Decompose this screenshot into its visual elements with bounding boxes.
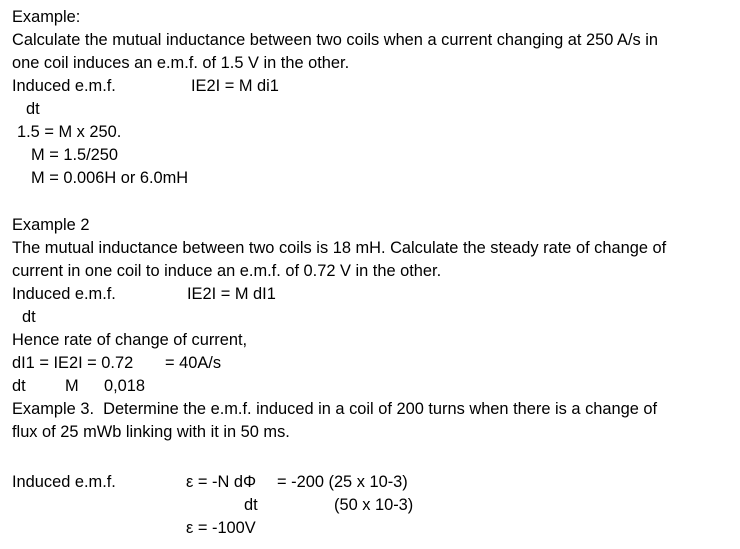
example2-formula-denominator: dt xyxy=(22,308,36,326)
example1-step3: M = 0.006H or 6.0mH xyxy=(31,169,189,187)
example1-induced-label: Induced e.m.f. xyxy=(12,77,116,95)
example2-calc-numerator: dI1 = IE2I = 0.72 xyxy=(12,354,134,372)
example3-formula-den-value: (50 x 10-3) xyxy=(334,496,414,514)
example2-problem-line1: The mutual inductance between two coils is 18 mH. Calculate the steady rate of change of xyxy=(12,239,667,257)
example2-induced-label: Induced e.m.f. xyxy=(12,285,116,303)
example2-problem-line2: current in one coil to induce an e.m.f. of 0.72 V in the other. xyxy=(12,262,442,280)
example3-formula-sub: = -200 (25 x 10-3) xyxy=(277,473,408,491)
example3-formula-den-dt: dt xyxy=(244,496,258,514)
example2-hence-text: Hence rate of change of current, xyxy=(12,331,248,349)
example2-calc-den-value: 0,018 xyxy=(104,377,146,395)
example3-formula: ε = -N dΦ xyxy=(186,473,257,491)
example2-formula: IE2I = M dI1 xyxy=(187,285,276,303)
example3-heading-line1: Example 3. Determine the e.m.f. induced in a coil of 200 turns when there is a change of xyxy=(12,400,658,418)
example1-problem-line1: Calculate the mutual inductance between two coils when a current changing at 250 A/s in xyxy=(12,31,659,49)
example2-calc-den-m: M xyxy=(65,377,79,395)
example1-formula-denominator: dt xyxy=(26,100,40,118)
example2-heading: Example 2 xyxy=(12,216,90,234)
example1-formula: IE2I = M di1 xyxy=(191,77,279,95)
example3-induced-label: Induced e.m.f. xyxy=(12,473,116,491)
example1-step2: M = 1.5/250 xyxy=(31,146,119,164)
example3-result: ε = -100V xyxy=(186,519,256,537)
example1-problem-line2: one coil induces an e.m.f. of 1.5 V in the other. xyxy=(12,54,350,72)
example2-calc-result: = 40A/s xyxy=(165,354,222,372)
example2-calc-den-dt: dt xyxy=(12,377,26,395)
example1-step1: 1.5 = M x 250. xyxy=(17,123,122,141)
example1-heading: Example: xyxy=(12,8,81,26)
example3-heading-line2: flux of 25 mWb linking with it in 50 ms. xyxy=(12,423,290,441)
